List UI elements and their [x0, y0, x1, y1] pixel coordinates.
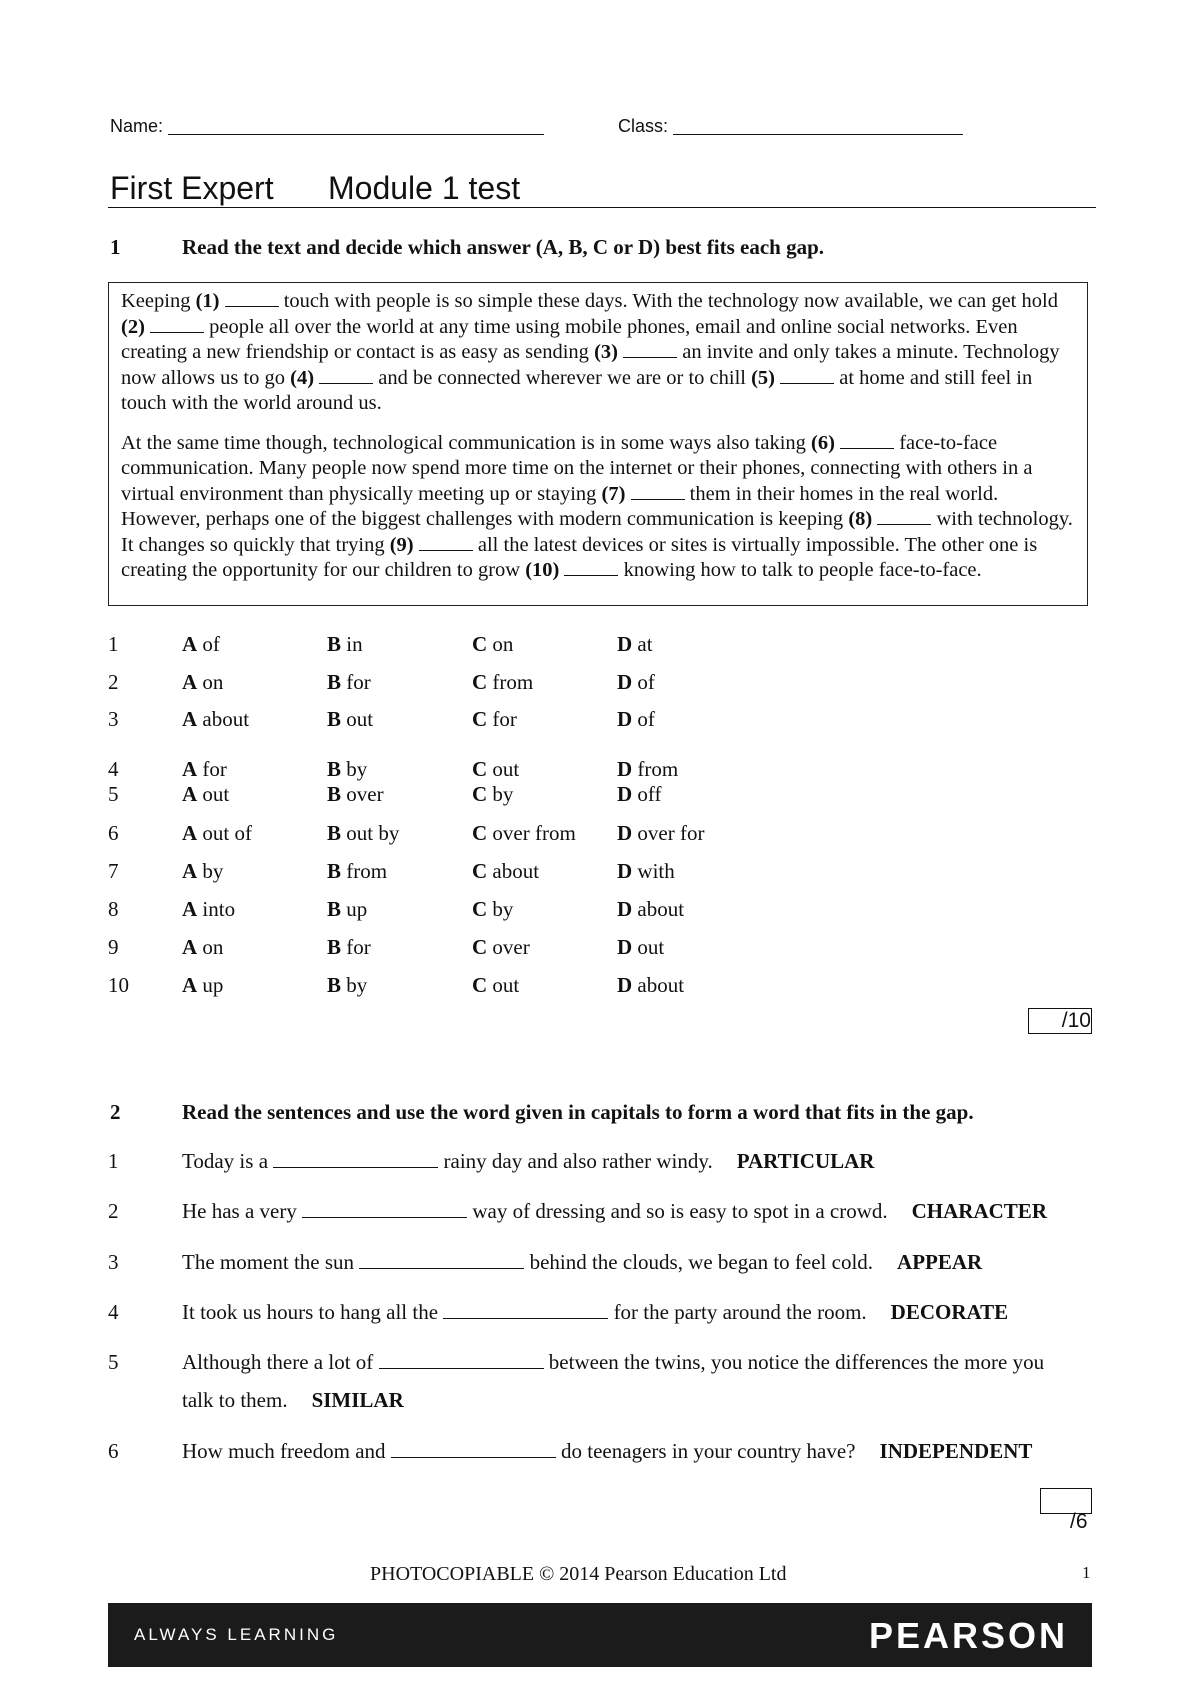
brand-tagline: ALWAYS LEARNING — [134, 1625, 339, 1644]
option-number: 10 — [108, 973, 129, 997]
option-b[interactable]: B for — [327, 670, 371, 694]
section1-number: 1 — [110, 235, 121, 259]
reading-text: touch with people is so simple these days. With the technology now available, we can get hold — [278, 290, 1058, 312]
section2-instruction: Read the sentences and use the word given in capitals to form a word that fits in the gap. — [182, 1100, 974, 1124]
gap-blank[interactable] — [419, 534, 473, 551]
reading-text: knowing how to talk to people face-to-face. — [618, 559, 982, 581]
reading-text: Keeping — [121, 290, 196, 312]
option-c[interactable]: C over — [472, 935, 530, 959]
option-a[interactable]: A about — [182, 707, 250, 731]
option-c[interactable]: C for — [472, 707, 517, 731]
reading-text: all the latest devices or sites is virtually impossible. The other one is creating the opportunity for our children to grow — [121, 533, 1038, 581]
gap-marker: (1) — [195, 290, 220, 312]
option-a[interactable]: A on — [182, 935, 224, 959]
page-title: First Expert — [110, 170, 274, 206]
reading-text: face-to-face communication. Many people now spend more time on the internet or their phones, connecting with others in a virtual environment than physically meeting up or staying — [121, 431, 1033, 505]
gap-marker: (4) — [290, 366, 315, 389]
item-sentence: It took us hours to hang all the for the party around the room. DECORATE — [182, 1300, 1009, 1324]
gap-blank[interactable] — [877, 508, 931, 525]
reading-text: at home and still feel in touch with the world around us. — [121, 366, 1033, 414]
gap-blank[interactable] — [319, 367, 373, 384]
option-number: 4 — [108, 757, 119, 781]
option-a[interactable]: A out — [182, 782, 230, 806]
key-word: DECORATE — [890, 1300, 1009, 1324]
option-a[interactable]: A up — [182, 973, 224, 997]
section1-score-box — [1028, 1008, 1092, 1034]
pearson-logo: PEARSON — [868, 1615, 1068, 1656]
item-sentence: Today is a rainy day and also rather windy. PARTICULAR — [182, 1149, 875, 1173]
name-field-line[interactable] — [168, 134, 544, 135]
item-number: 2 — [108, 1199, 119, 1223]
option-c[interactable]: C from — [472, 670, 534, 694]
reading-text: At the same time though, technological communication is in some ways also taking — [121, 431, 812, 454]
option-d[interactable]: D out — [617, 935, 665, 959]
item-sentence: The moment the sun behind the clouds, we began to feel cold. APPEAR — [182, 1250, 983, 1274]
gap-marker: (10) — [525, 559, 560, 581]
section2-number: 2 — [110, 1100, 121, 1124]
option-b[interactable]: B out by — [327, 821, 400, 845]
option-b[interactable]: B by — [327, 757, 368, 781]
gap-blank[interactable] — [623, 341, 677, 358]
item-sentence: He has a very way of dressing and so is easy to spot in a crowd. CHARACTER — [182, 1199, 1047, 1223]
brand-bar — [108, 1603, 1092, 1667]
option-a[interactable]: A into — [182, 897, 236, 921]
option-number: 2 — [108, 670, 119, 694]
gap-blank[interactable] — [225, 290, 279, 307]
option-d[interactable]: D of — [617, 670, 655, 694]
option-number: 9 — [108, 935, 119, 959]
item-number: 4 — [108, 1300, 119, 1324]
gap-marker: (5) — [751, 366, 775, 389]
item-sentence-continued: talk to them. SIMILAR — [182, 1388, 404, 1412]
option-b[interactable]: B up — [327, 897, 368, 921]
option-b[interactable]: B for — [327, 935, 371, 959]
gap-blank[interactable] — [631, 483, 685, 500]
answer-blank[interactable] — [273, 1147, 438, 1168]
item-number: 5 — [108, 1350, 119, 1374]
item-number: 3 — [108, 1250, 119, 1274]
option-b[interactable]: B by — [327, 973, 368, 997]
key-word: APPEAR — [897, 1250, 983, 1274]
option-number: 6 — [108, 821, 119, 845]
reading-text: people all over the world at any time using mobile phones, email and online social networks. Even creating a new friendship or contact is as easy as sending — [121, 315, 1018, 363]
class-label: Class: — [618, 116, 669, 136]
option-a[interactable]: A out of — [182, 821, 252, 845]
option-number: 1 — [108, 632, 119, 656]
item-sentence: Although there a lot of between the twins, you notice the differences the more you — [182, 1350, 1045, 1374]
title-rule — [108, 207, 1096, 208]
option-d[interactable]: D from — [617, 757, 679, 781]
gap-blank[interactable] — [840, 432, 894, 449]
option-d[interactable]: D over for — [617, 821, 705, 845]
option-b[interactable]: B from — [327, 859, 388, 883]
reading-text: them in their homes in the real world. However, perhaps one of the biggest challenges with modern communication is keeping — [121, 482, 999, 530]
option-a[interactable]: A by — [182, 859, 224, 883]
option-a[interactable]: A of — [182, 632, 220, 656]
option-b[interactable]: B out — [327, 707, 374, 731]
item-number: 1 — [108, 1149, 119, 1173]
page-subtitle: Module 1 test — [328, 170, 521, 206]
class-field-line[interactable] — [673, 134, 963, 135]
gap-blank[interactable] — [150, 316, 204, 333]
option-b[interactable]: B over — [327, 782, 384, 806]
option-c[interactable]: C on — [472, 632, 514, 656]
reading-paragraph-2 — [121, 431, 1075, 584]
reading-text-box — [108, 282, 1088, 606]
option-c[interactable]: C by — [472, 897, 514, 921]
gap-marker: (8) — [848, 508, 873, 530]
option-a[interactable]: A on — [182, 670, 224, 694]
option-c[interactable]: C out — [472, 757, 520, 781]
key-word: CHARACTER — [911, 1199, 1047, 1223]
option-a[interactable]: A for — [182, 757, 227, 781]
answer-blank[interactable] — [302, 1197, 467, 1218]
option-d[interactable]: D with — [617, 859, 675, 883]
option-number: 8 — [108, 897, 119, 921]
option-d[interactable]: D at — [617, 632, 653, 656]
key-word: SIMILAR — [311, 1388, 404, 1412]
section1-score: /10 — [1061, 1009, 1091, 1032]
option-c[interactable]: C out — [472, 973, 520, 997]
item-sentence: How much freedom and do teenagers in your country have? INDEPENDENT — [182, 1439, 1033, 1463]
gap-marker: (3) — [594, 341, 618, 363]
reading-text: an invite and only takes a minute. Technology now allows us to go — [121, 341, 1060, 389]
option-c[interactable]: C by — [472, 782, 514, 806]
key-word: PARTICULAR — [736, 1149, 875, 1173]
option-d[interactable]: D about — [617, 897, 685, 921]
gap-marker: (6) — [811, 431, 835, 454]
option-number: 3 — [108, 707, 119, 731]
section1-instruction: Read the text and decide which answer (A, B, C or D) best fits each gap. — [182, 235, 825, 259]
reading-text: with technology. It changes so quickly that trying — [121, 508, 1073, 556]
key-word: INDEPENDENT — [879, 1439, 1033, 1463]
option-d[interactable]: D off — [617, 782, 662, 806]
option-d[interactable]: D about — [617, 973, 685, 997]
reading-text: and be connected wherever we are or to chill — [373, 366, 752, 389]
option-number: 7 — [108, 859, 119, 883]
answer-blank[interactable] — [443, 1298, 608, 1319]
answer-blank[interactable] — [391, 1437, 556, 1458]
page-number: 1 — [1082, 1563, 1091, 1582]
option-number: 5 — [108, 782, 119, 806]
answer-blank[interactable] — [379, 1348, 544, 1369]
name-label: Name: — [110, 116, 164, 136]
copyright-notice: PHOTOCOPIABLE © 2014 Pearson Education Ltd — [370, 1563, 787, 1585]
gap-blank[interactable] — [780, 367, 834, 384]
gap-marker: (9) — [389, 533, 414, 556]
gap-marker: (7) — [601, 482, 626, 505]
option-c[interactable]: C over from — [472, 821, 576, 845]
gap-blank[interactable] — [564, 559, 618, 576]
gap-marker: (2) — [121, 315, 145, 338]
option-b[interactable]: B in — [327, 632, 363, 656]
option-d[interactable]: D of — [617, 707, 655, 731]
item-number: 6 — [108, 1439, 119, 1463]
section2-score: /6 — [1070, 1510, 1088, 1533]
answer-blank[interactable] — [359, 1248, 524, 1269]
option-c[interactable]: C about — [472, 859, 540, 883]
reading-paragraph-1 — [121, 289, 1075, 417]
